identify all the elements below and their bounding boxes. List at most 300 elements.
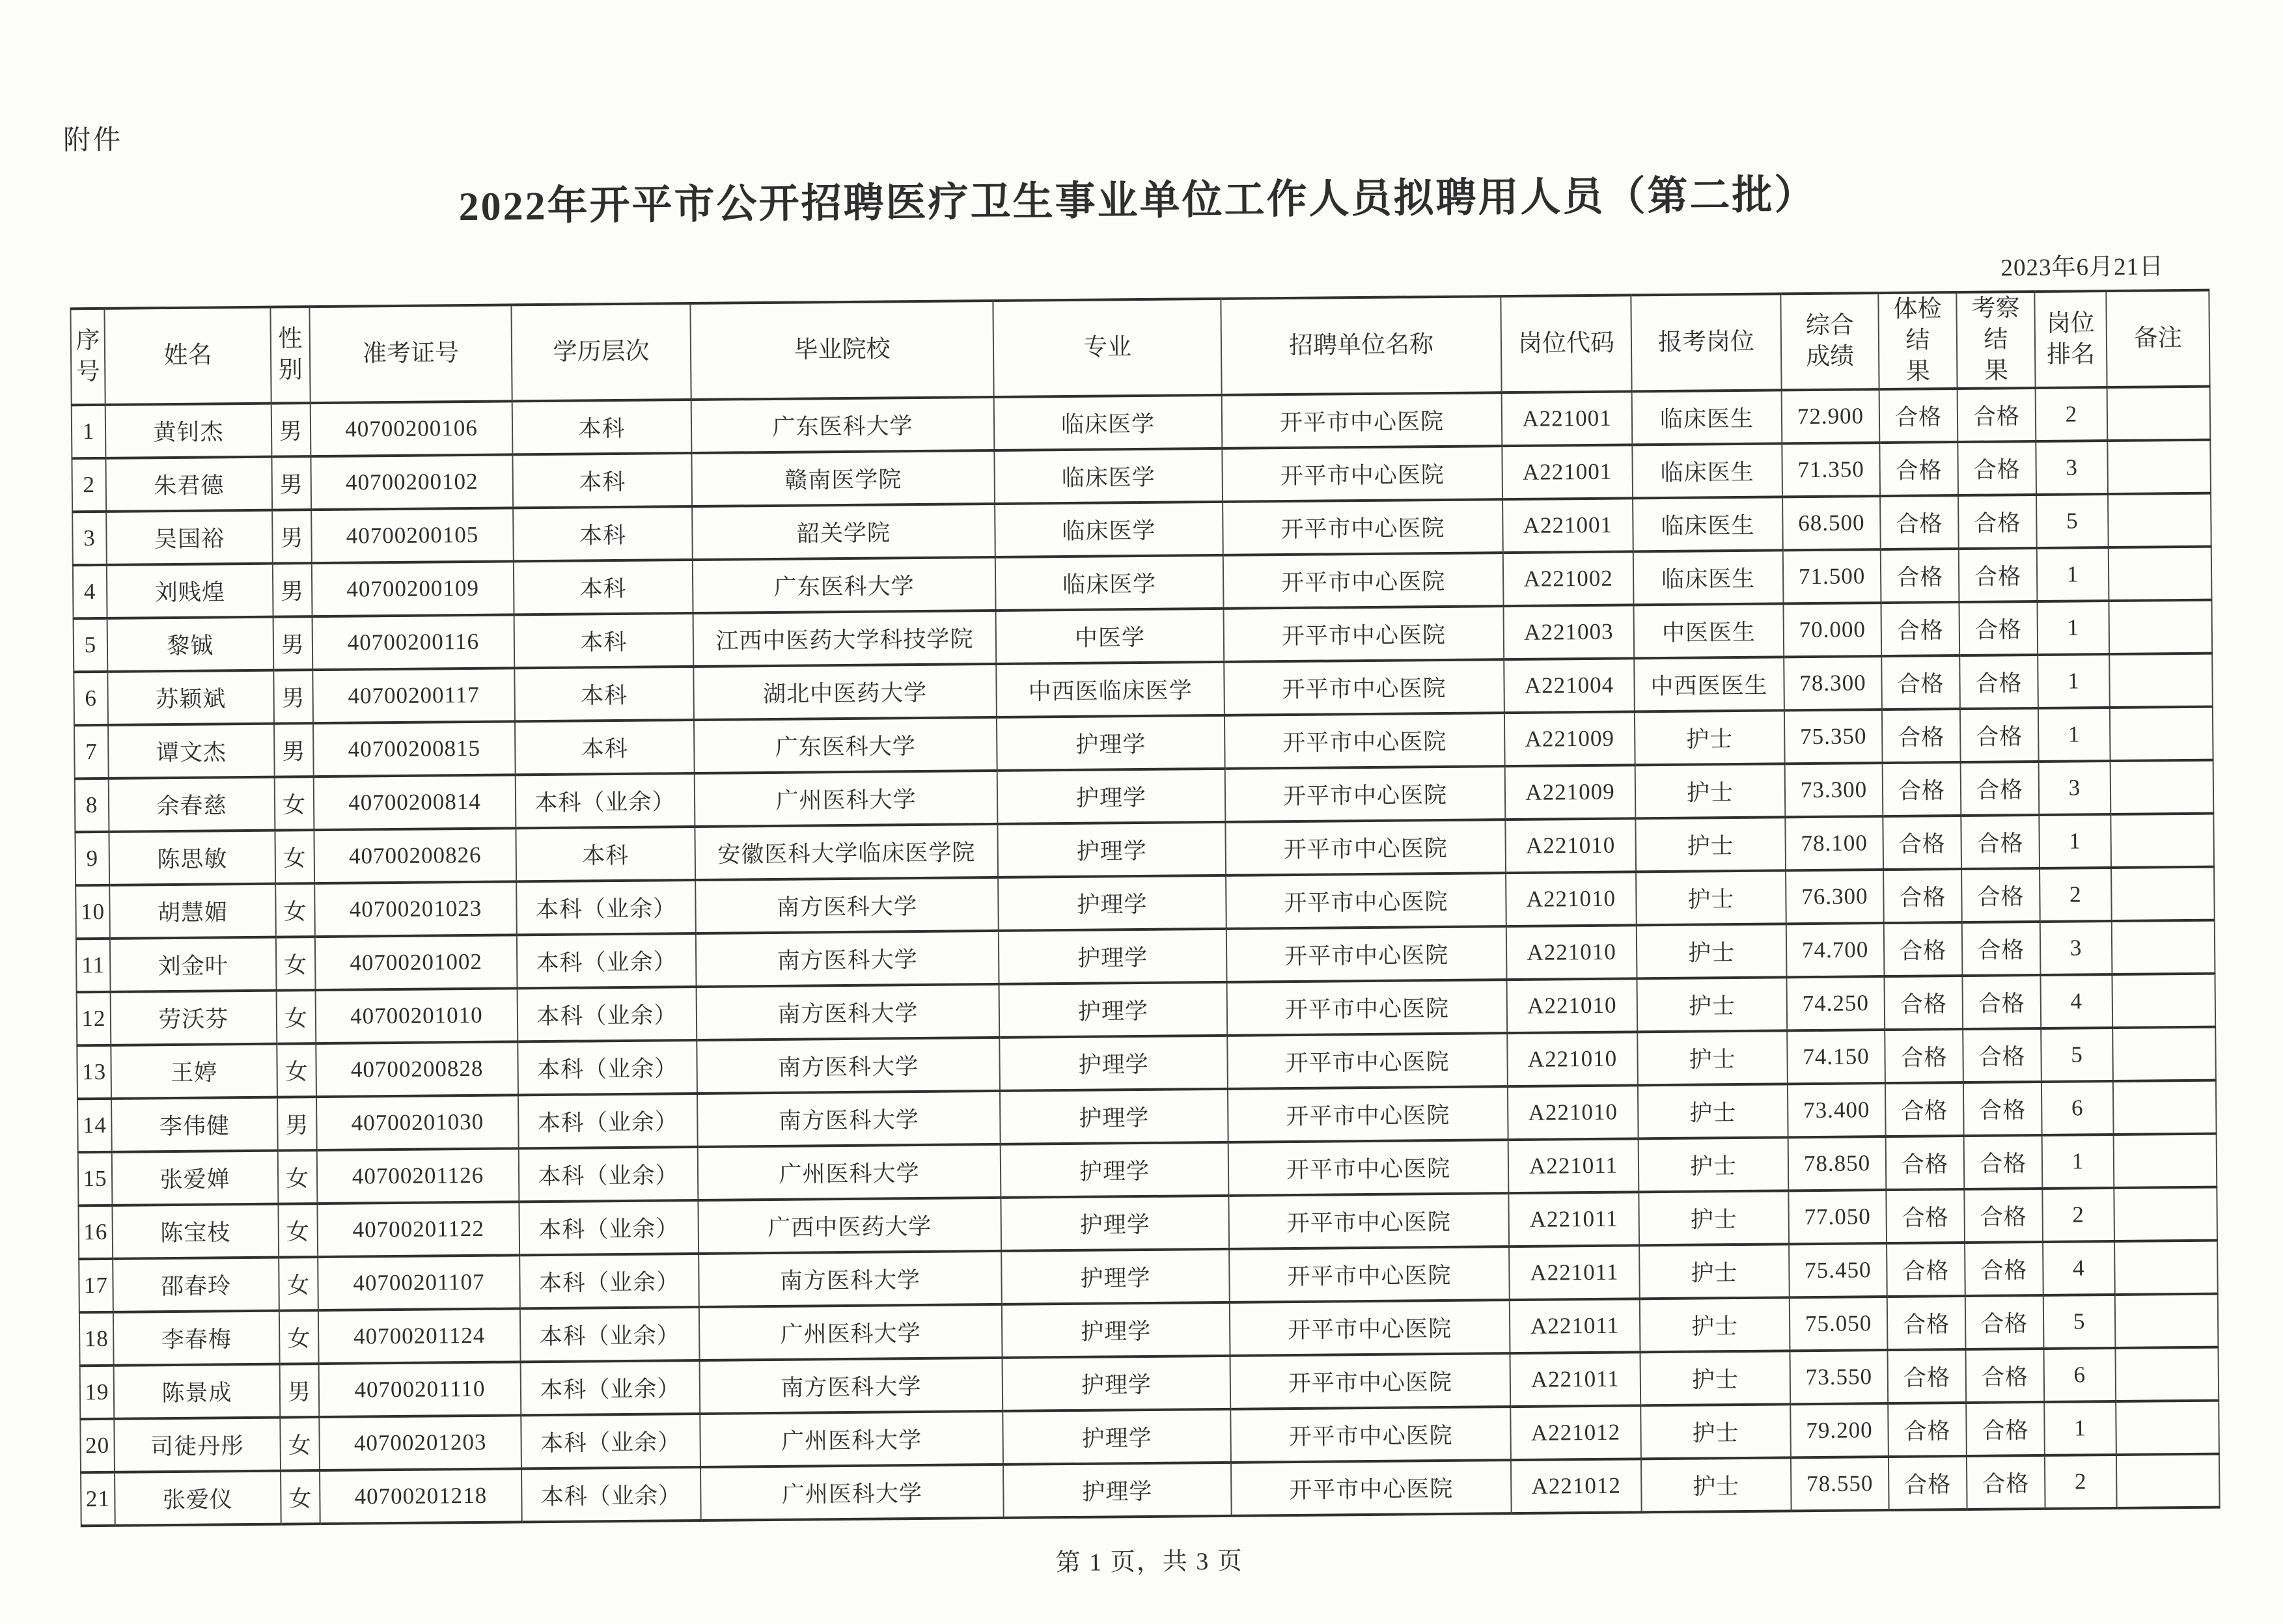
table-cell: 合格 [1881, 549, 1959, 603]
table-cell: 4 [2043, 1241, 2115, 1295]
table-cell: 临床医学 [995, 555, 1224, 611]
table-cell: 合格 [1879, 442, 1958, 496]
table-cell: 40700200116 [312, 615, 515, 670]
table-cell: 中医学 [996, 609, 1225, 664]
table-cell: 护理学 [1002, 1302, 1230, 1358]
header-cell: 姓名 [104, 307, 271, 406]
table-cell: 谭文杰 [108, 724, 275, 778]
table-cell: 南方医科大学 [700, 1358, 1003, 1414]
table-cell: 女 [275, 777, 314, 831]
table-cell: 邵春玲 [113, 1258, 279, 1312]
table-cell: 男 [274, 723, 314, 777]
table-cell: 护理学 [997, 822, 1226, 877]
table-cell: A221009 [1505, 765, 1636, 820]
table-cell: 南方医科大学 [699, 1251, 1002, 1307]
table-cell: 陈景成 [114, 1364, 281, 1419]
table-cell: 开平市中心医院 [1228, 1140, 1509, 1196]
table-cell: 1 [2037, 601, 2109, 655]
table-cell: 7 [74, 725, 109, 778]
table-cell: 护士 [1635, 711, 1785, 765]
table-cell: 76.300 [1786, 870, 1884, 924]
table-cell: 74.250 [1786, 976, 1885, 1030]
table-cell [2109, 600, 2212, 654]
table-cell [2115, 1347, 2219, 1401]
table-cell: 78.300 [1784, 656, 1882, 710]
table-cell: 张爱仪 [115, 1471, 281, 1526]
table-cell: 73.550 [1790, 1350, 1888, 1404]
table-cell: 陈宝枝 [112, 1204, 279, 1259]
table-cell: A221011 [1509, 1246, 1640, 1301]
header-cell: 专业 [993, 299, 1221, 397]
table-cell: 护理学 [997, 769, 1226, 824]
table-cell: 1 [2044, 1401, 2116, 1455]
table-cell: 合格 [1884, 922, 1963, 976]
table-cell: 78.850 [1788, 1136, 1887, 1190]
table-cell: 开平市中心医院 [1230, 1407, 1511, 1463]
table-cell: 合格 [1963, 1028, 2041, 1082]
table-cell: 合格 [1885, 1029, 1963, 1083]
table-cell: 合格 [1965, 1295, 2044, 1349]
table-cell: 5 [2043, 1295, 2116, 1349]
table-cell: 开平市中心医院 [1222, 446, 1502, 502]
table-cell [2114, 1134, 2217, 1188]
table-cell: 10 [76, 885, 110, 939]
table-cell: 11 [76, 939, 111, 992]
table-cell: 开平市中心医院 [1228, 1086, 1508, 1142]
table-cell: A221009 [1504, 712, 1635, 767]
table-cell: 临床医生 [1633, 551, 1784, 605]
table-cell: 74.150 [1787, 1030, 1885, 1084]
table-cell: 合格 [1958, 388, 2036, 442]
table-cell: 护士 [1637, 924, 1787, 979]
table-cell: 临床医学 [994, 448, 1223, 504]
table-cell [2116, 1454, 2220, 1508]
table-cell: 护理学 [998, 875, 1226, 931]
table-cell: 71.500 [1783, 549, 1881, 603]
table-cell: 护士 [1639, 1245, 1790, 1299]
header-cell: 体检结 果 [1878, 292, 1957, 389]
table-cell: 黄钊杰 [105, 404, 272, 458]
table-cell: 40700201203 [319, 1416, 521, 1471]
table-cell: 司徒丹彤 [114, 1418, 281, 1472]
table-cell: 13 [77, 1045, 111, 1099]
table-cell: 赣南医学院 [691, 450, 995, 506]
table-cell: 男 [273, 670, 313, 724]
table-cell: A221010 [1507, 979, 1638, 1034]
table-cell: 李伟健 [111, 1097, 278, 1152]
table-cell: 广州医科大学 [700, 1465, 1004, 1521]
table-cell: 40700201010 [316, 989, 518, 1044]
table-cell: 19 [80, 1366, 115, 1419]
header-cell: 岗位 排名 [2034, 291, 2107, 388]
table-cell: 本科（业余） [519, 1147, 699, 1202]
table-cell: 男 [273, 616, 313, 670]
table-cell: 本科（业余） [516, 880, 696, 935]
table-cell: 护士 [1640, 1298, 1790, 1353]
table-cell: 开平市中心医院 [1227, 980, 1508, 1036]
table-cell: 余春慈 [109, 777, 275, 832]
table-cell: 2 [2042, 1188, 2114, 1242]
table-cell: 胡慧媚 [109, 884, 276, 939]
table-cell: 开平市中心医院 [1227, 1033, 1508, 1089]
table-cell [2112, 974, 2215, 1028]
table-cell [2115, 1294, 2219, 1348]
table-cell: 黎铖 [107, 617, 274, 672]
table-cell: 本科 [512, 400, 692, 454]
table-cell: 南方医科大学 [697, 1038, 1000, 1094]
table-cell: 本科（业余） [520, 1307, 700, 1362]
table-cell: 40700200102 [311, 455, 513, 510]
table-cell: 合格 [1962, 922, 2041, 976]
table-cell: 女 [278, 1204, 318, 1258]
table-cell: 40700201023 [314, 882, 517, 937]
table-cell: 合格 [1959, 548, 2038, 602]
table-cell: 15 [78, 1152, 113, 1205]
table-cell: 本科 [512, 453, 692, 508]
table-cell: 开平市中心医院 [1229, 1246, 1510, 1302]
table-cell: 6 [74, 672, 108, 725]
header-cell: 考察结 果 [1956, 292, 2035, 389]
table-cell: 1 [2039, 814, 2111, 868]
table-cell [2113, 1080, 2217, 1135]
table-cell: 护理学 [1001, 1249, 1230, 1304]
table-cell: 20 [80, 1419, 115, 1472]
table-cell: 73.400 [1788, 1083, 1886, 1137]
table-cell: 6 [2043, 1348, 2116, 1402]
table-cell: 40700201110 [319, 1362, 521, 1418]
table-cell: 广州医科大学 [698, 1144, 1001, 1200]
table-cell: 40700201107 [318, 1256, 520, 1311]
table-cell: 68.500 [1782, 496, 1881, 550]
header-cell: 备注 [2106, 290, 2209, 388]
table-cell: A221011 [1508, 1139, 1639, 1194]
table-cell: A221004 [1504, 659, 1635, 713]
table-cell: 12 [77, 992, 111, 1045]
table-cell: 女 [275, 883, 315, 937]
table-cell: 女 [278, 1150, 318, 1204]
page-title: 2022年开平市公开招聘医疗卫生事业单位工作人员拟聘用人员（第二批） [458, 172, 1817, 230]
table-cell: 40700200117 [312, 668, 515, 724]
table-cell: 南方医科大学 [696, 931, 999, 987]
table-cell: 合格 [1958, 441, 2036, 495]
table-cell: 中西医临床医学 [996, 662, 1225, 717]
table-cell: A221010 [1506, 926, 1637, 980]
table-cell: 本科 [514, 560, 693, 614]
table-cell: 男 [277, 1097, 317, 1151]
table-cell [2108, 493, 2211, 547]
table-cell: 开平市中心医院 [1231, 1460, 1512, 1516]
table-cell: 女 [280, 1417, 320, 1471]
table-cell: 本科（业余） [519, 1200, 699, 1255]
table-cell: 40700200814 [314, 775, 516, 831]
table-cell: 女 [275, 830, 314, 884]
table-cell: A221012 [1511, 1459, 1642, 1514]
roster-table [70, 289, 2220, 1528]
header-cell: 毕业院校 [690, 301, 993, 400]
header-cell: 准考证号 [309, 305, 512, 403]
table-cell: 临床医学 [994, 395, 1223, 450]
table-cell: 张爱婵 [112, 1151, 279, 1205]
table-cell: 女 [276, 937, 316, 991]
table-cell: A221003 [1503, 605, 1634, 660]
table-cell: 女 [277, 1043, 316, 1097]
table-cell: 合格 [1959, 601, 2038, 655]
table-cell: 2 [72, 458, 106, 512]
table-cell: 40700200828 [316, 1042, 518, 1097]
table-cell: 3 [2040, 921, 2112, 975]
table-cell: 护士 [1639, 1138, 1789, 1192]
header-cell: 招聘单位名称 [1221, 296, 1501, 395]
table-cell: 1 [2038, 654, 2110, 708]
table-cell: 广州医科大学 [700, 1411, 1003, 1467]
table-cell: 75.050 [1790, 1297, 1888, 1351]
table-cell: 本科 [516, 827, 695, 881]
table-cell: 合格 [1889, 1456, 1967, 1510]
table-cell [2109, 547, 2212, 601]
table-cell: 合格 [1963, 1082, 2042, 1136]
table-cell: 临床医生 [1633, 497, 1783, 552]
table-cell: 21 [81, 1472, 115, 1526]
table-cell: 合格 [1961, 815, 2040, 869]
table-cell: 合格 [1880, 495, 1959, 549]
table-cell: 劳沃芬 [111, 991, 277, 1045]
table-cell [2112, 920, 2215, 974]
table-cell: 护理学 [1003, 1409, 1231, 1465]
table-cell: 合格 [1962, 975, 2041, 1029]
table-cell: 广东医科大学 [691, 397, 995, 453]
table-cell: 开平市中心医院 [1225, 713, 1505, 769]
table-cell: 16 [78, 1205, 113, 1259]
table-cell: 40700201126 [317, 1149, 519, 1204]
table-cell: 护士 [1639, 1191, 1789, 1246]
table-cell: 护理学 [1003, 1463, 1232, 1518]
table-cell [2109, 654, 2213, 708]
table-cell: 护理学 [1003, 1356, 1231, 1411]
table-cell: 合格 [1887, 1296, 1966, 1350]
table-cell: 本科（业余） [518, 987, 697, 1041]
table-cell: 护理学 [999, 929, 1227, 984]
table-cell: 78.100 [1785, 816, 1883, 870]
table-cell: 女 [277, 990, 316, 1044]
table-cell: 5 [2041, 1028, 2113, 1082]
table-cell: 合格 [1966, 1402, 2045, 1456]
table-cell: 开平市中心医院 [1224, 606, 1504, 662]
table-cell: 合格 [1960, 708, 2039, 762]
table-cell: 护士 [1640, 1351, 1791, 1406]
table-cell: 护理学 [1000, 1089, 1228, 1144]
table-cell: 40700201218 [320, 1469, 522, 1524]
table-cell: 本科（业余） [518, 1040, 697, 1095]
table-cell: 开平市中心医院 [1226, 926, 1507, 982]
table-cell: 开平市中心医院 [1230, 1353, 1511, 1409]
table-cell: 1 [72, 405, 106, 458]
table-cell: 本科 [515, 720, 695, 775]
table-cell: 合格 [1961, 868, 2040, 922]
table-cell: 开平市中心医院 [1222, 392, 1502, 448]
table-cell: 合格 [1883, 869, 1962, 923]
table-cell: 40700201030 [316, 1095, 519, 1151]
table-cell: 合格 [1885, 1082, 1964, 1136]
header-cell: 综合 成绩 [1780, 293, 1879, 391]
table-cell: A221011 [1510, 1353, 1641, 1407]
table-cell: A221010 [1506, 872, 1637, 927]
table-cell: 男 [271, 403, 311, 457]
table-cell: A221012 [1510, 1406, 1641, 1461]
table-cell: 合格 [1883, 816, 1961, 870]
table-cell: 3 [2036, 441, 2108, 495]
table-cell: 合格 [1964, 1135, 2043, 1189]
table-cell: 护理学 [1001, 1196, 1229, 1251]
table-cell: 合格 [1959, 655, 2038, 709]
table-cell: 4 [73, 565, 107, 618]
table-cell [2114, 1241, 2218, 1295]
table-cell: 护士 [1635, 818, 1786, 872]
table-cell: 广州医科大学 [699, 1304, 1003, 1360]
table-cell: 女 [281, 1470, 320, 1524]
table-cell: 江西中医药大学科技学院 [693, 611, 997, 667]
table-cell: 本科 [514, 613, 694, 668]
header-cell: 报考岗位 [1631, 294, 1781, 391]
table-cell: 14 [77, 1099, 112, 1152]
table-cell: 护理学 [1001, 1142, 1229, 1198]
table-cell: 合格 [1958, 495, 2037, 549]
table-cell: 安徽医科大学临床医学院 [695, 824, 998, 880]
table-cell: 40700200826 [314, 829, 516, 884]
table-cell: 2 [2036, 387, 2108, 441]
table-cell: 合格 [1886, 1189, 1965, 1243]
table-cell [2114, 1187, 2217, 1241]
table-cell: 韶关学院 [692, 504, 995, 560]
table-cell: 9 [75, 832, 109, 885]
table-cell: 护理学 [997, 715, 1225, 771]
table-cell: 17 [79, 1259, 113, 1312]
table-cell: 40700200109 [312, 562, 514, 617]
table-cell: 8 [75, 778, 109, 832]
table-cell: 本科（业余） [519, 1254, 699, 1308]
table-cell: 陈思敏 [109, 831, 275, 885]
table-cell: 男 [272, 510, 312, 564]
table-cell: 合格 [1882, 709, 1961, 763]
table-cell: 男 [271, 456, 311, 510]
table-cell: 1 [2038, 708, 2110, 762]
table-cell: 本科（业余） [521, 1414, 700, 1468]
table-cell: A221001 [1502, 392, 1633, 447]
table-cell: 临床医生 [1632, 444, 1782, 499]
table-cell: 护士 [1635, 764, 1786, 819]
table-cell: 本科（业余） [521, 1467, 701, 1522]
table-cell: A221010 [1505, 819, 1636, 874]
table-cell: 74.700 [1786, 923, 1885, 977]
table-cell: 本科 [513, 506, 693, 561]
table-cell: A221011 [1508, 1192, 1639, 1247]
header-cell: 性 别 [270, 307, 310, 404]
table-cell: 南方医科大学 [697, 984, 1000, 1040]
table-cell: 护理学 [999, 1036, 1228, 1091]
table-cell: 3 [2039, 761, 2111, 815]
table-cell [2112, 1027, 2216, 1081]
table-cell: 1 [2037, 547, 2109, 601]
table-cell: 合格 [1964, 1189, 2043, 1243]
table-cell: 广东医科大学 [694, 717, 997, 773]
table-cell: 78.550 [1791, 1457, 1889, 1511]
table-cell [2107, 440, 2211, 494]
table-cell: 6 [2041, 1081, 2114, 1135]
table-cell: 合格 [1881, 602, 1959, 656]
table-cell: 合格 [1887, 1243, 1965, 1297]
table-cell: 40700201002 [315, 935, 518, 991]
table-cell: 18 [79, 1312, 114, 1366]
table-cell: 合格 [1881, 655, 1960, 709]
table-cell: 合格 [1967, 1455, 2045, 1509]
table-cell [2110, 814, 2214, 868]
table-cell [2116, 1401, 2219, 1455]
table-cell: 男 [280, 1364, 320, 1418]
table-cell: 75.450 [1789, 1243, 1887, 1297]
table-cell: 护士 [1637, 1031, 1788, 1086]
table-cell: 男 [273, 563, 312, 617]
table-cell: 临床医学 [995, 502, 1223, 557]
table-cell: A221011 [1510, 1299, 1640, 1354]
table-cell: 广西中医药大学 [698, 1198, 1001, 1254]
table-cell: 开平市中心医院 [1225, 766, 1506, 822]
table-cell: 开平市中心医院 [1223, 553, 1504, 609]
table-cell: 护士 [1638, 1084, 1788, 1139]
table-cell: 护士 [1636, 871, 1786, 926]
table-cell: 李春梅 [113, 1311, 280, 1366]
table-cell: 合格 [1884, 976, 1963, 1030]
table-cell: 南方医科大学 [697, 1091, 1001, 1147]
table-cell: 合格 [1888, 1403, 1967, 1457]
table-cell [2110, 760, 2214, 814]
table-cell [2111, 867, 2215, 921]
attachment-label: 附件 [62, 125, 124, 156]
table-cell [2110, 707, 2213, 761]
table-cell: A221001 [1502, 445, 1633, 500]
table-cell: 本科（业余） [516, 773, 695, 828]
table-cell: 开平市中心医院 [1228, 1193, 1509, 1249]
table-cell: 护理学 [999, 982, 1228, 1038]
date-label: 2023年6月21日 [2000, 253, 2165, 282]
table-cell: 中医医生 [1633, 604, 1784, 659]
table-cell: 开平市中心医院 [1225, 819, 1506, 875]
table-cell: 5 [2036, 494, 2109, 548]
table-cell: 73.300 [1785, 763, 1883, 817]
table-cell: 本科（业余） [521, 1360, 700, 1415]
table-cell: 护士 [1641, 1458, 1792, 1513]
table-cell: 40700200106 [311, 402, 513, 457]
table-cell: 刘贱煌 [107, 564, 273, 618]
table-cell: 广州医科大学 [695, 771, 998, 827]
table-cell: 本科 [514, 667, 694, 721]
table-cell: 女 [279, 1310, 319, 1364]
table-cell: 南方医科大学 [695, 877, 999, 933]
table-cell: 护士 [1637, 978, 1787, 1032]
table-cell: 合格 [1887, 1349, 1966, 1403]
table-cell: 72.900 [1782, 389, 1880, 443]
page-footer: 第 1 页，共 3 页 [1055, 1547, 1243, 1577]
table-cell: 合格 [1879, 389, 1958, 443]
table-cell: 开平市中心医院 [1230, 1300, 1510, 1356]
table-cell: 合格 [1883, 762, 1961, 816]
table-cell: 本科（业余） [518, 1094, 698, 1148]
table-cell: 护士 [1640, 1405, 1791, 1459]
table-cell: 刘金叶 [110, 937, 277, 992]
table-cell: 中西医医生 [1634, 657, 1784, 712]
table-cell: 合格 [1965, 1349, 2044, 1403]
table-cell: 吴国裕 [106, 510, 273, 565]
table-cell: 合格 [1961, 762, 2040, 816]
table-cell: 2 [2040, 868, 2112, 922]
